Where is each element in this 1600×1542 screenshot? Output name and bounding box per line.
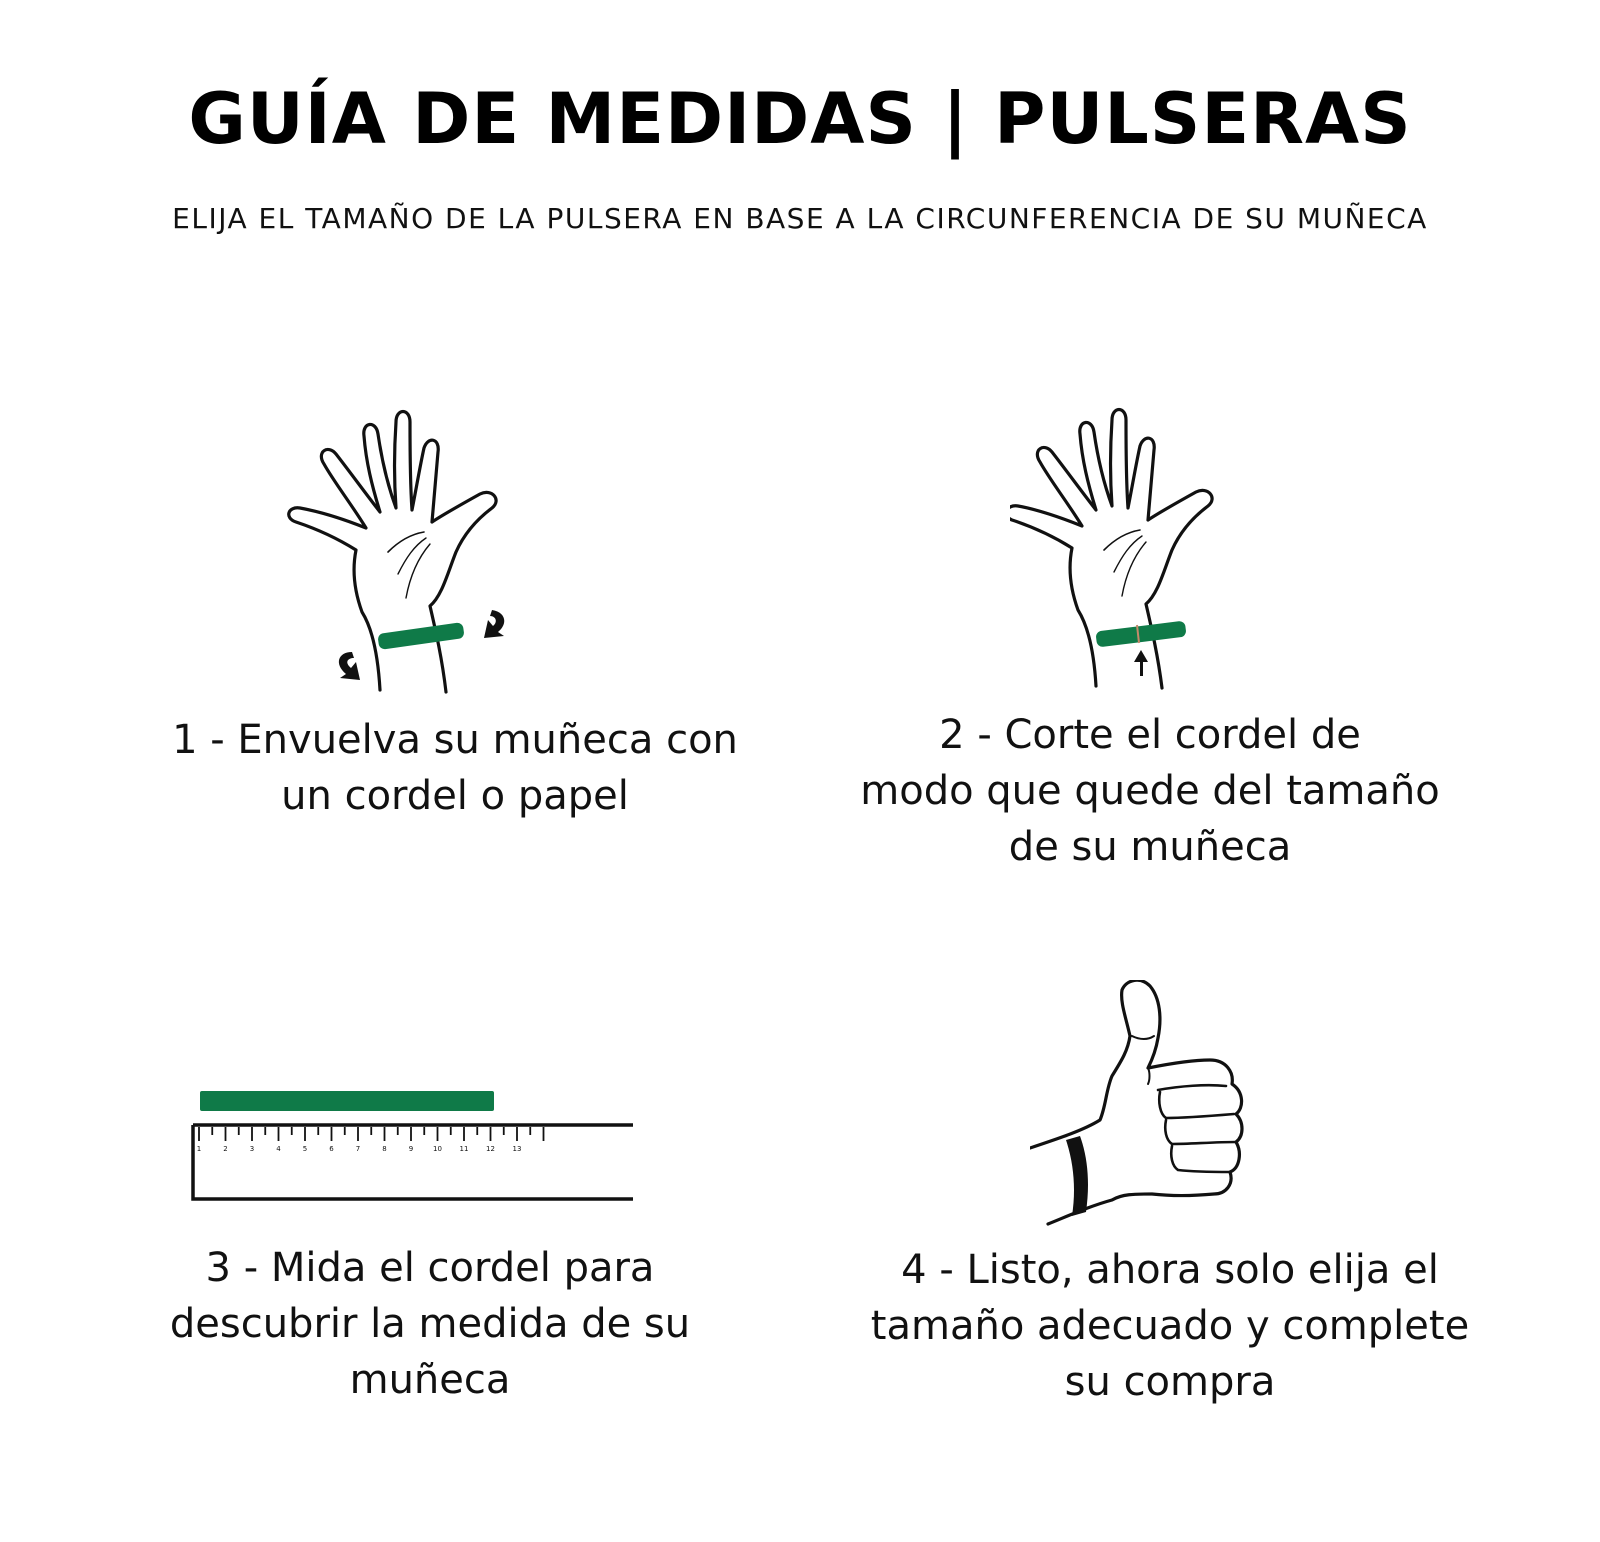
ruler-number: 6 bbox=[329, 1145, 334, 1153]
page-title: GUÍA DE MEDIDAS | PULSERAS bbox=[188, 78, 1412, 160]
step-3-text: 3 - Mida el cordel para descubrir la medida de su muñeca bbox=[169, 1245, 691, 1403]
thumbs-up-icon bbox=[1030, 980, 1300, 1240]
ruler-number: 11 bbox=[459, 1145, 469, 1153]
ruler-number: 10 bbox=[433, 1145, 442, 1153]
ruler-number: 12 bbox=[486, 1145, 495, 1153]
ruler-number: 2 bbox=[223, 1145, 228, 1153]
ruler-number: 5 bbox=[302, 1145, 308, 1153]
page-subtitle: ELIJA EL TAMAÑO DE LA PULSERA EN BASE A LA CIRCUNFERENCIA DE SU MUÑECA bbox=[172, 202, 1428, 235]
step-2-text: 2 - Corte el cordel de modo que quede del tamaño de su muñeca bbox=[860, 712, 1440, 870]
step-4-text: 4 - Listo, ahora solo elija el tamaño adecuado y complete su compra bbox=[870, 1247, 1470, 1405]
hand-wrap-wrist-icon bbox=[280, 400, 560, 710]
ruler-number: 1 bbox=[196, 1145, 202, 1153]
measured-string bbox=[200, 1091, 494, 1111]
ruler-number: 13 bbox=[512, 1145, 522, 1153]
hand-cut-string-icon bbox=[1010, 400, 1290, 710]
ruler-measure-icon bbox=[185, 1085, 635, 1225]
ruler-number: 7 bbox=[355, 1145, 361, 1153]
ruler-number: 3 bbox=[249, 1145, 255, 1153]
ruler-number: 9 bbox=[408, 1145, 414, 1153]
step-1-text: 1 - Envuelva su muñeca con un cordel o papel bbox=[172, 717, 738, 819]
ruler-number: 4 bbox=[276, 1145, 281, 1153]
ruler-number: 8 bbox=[382, 1145, 387, 1153]
